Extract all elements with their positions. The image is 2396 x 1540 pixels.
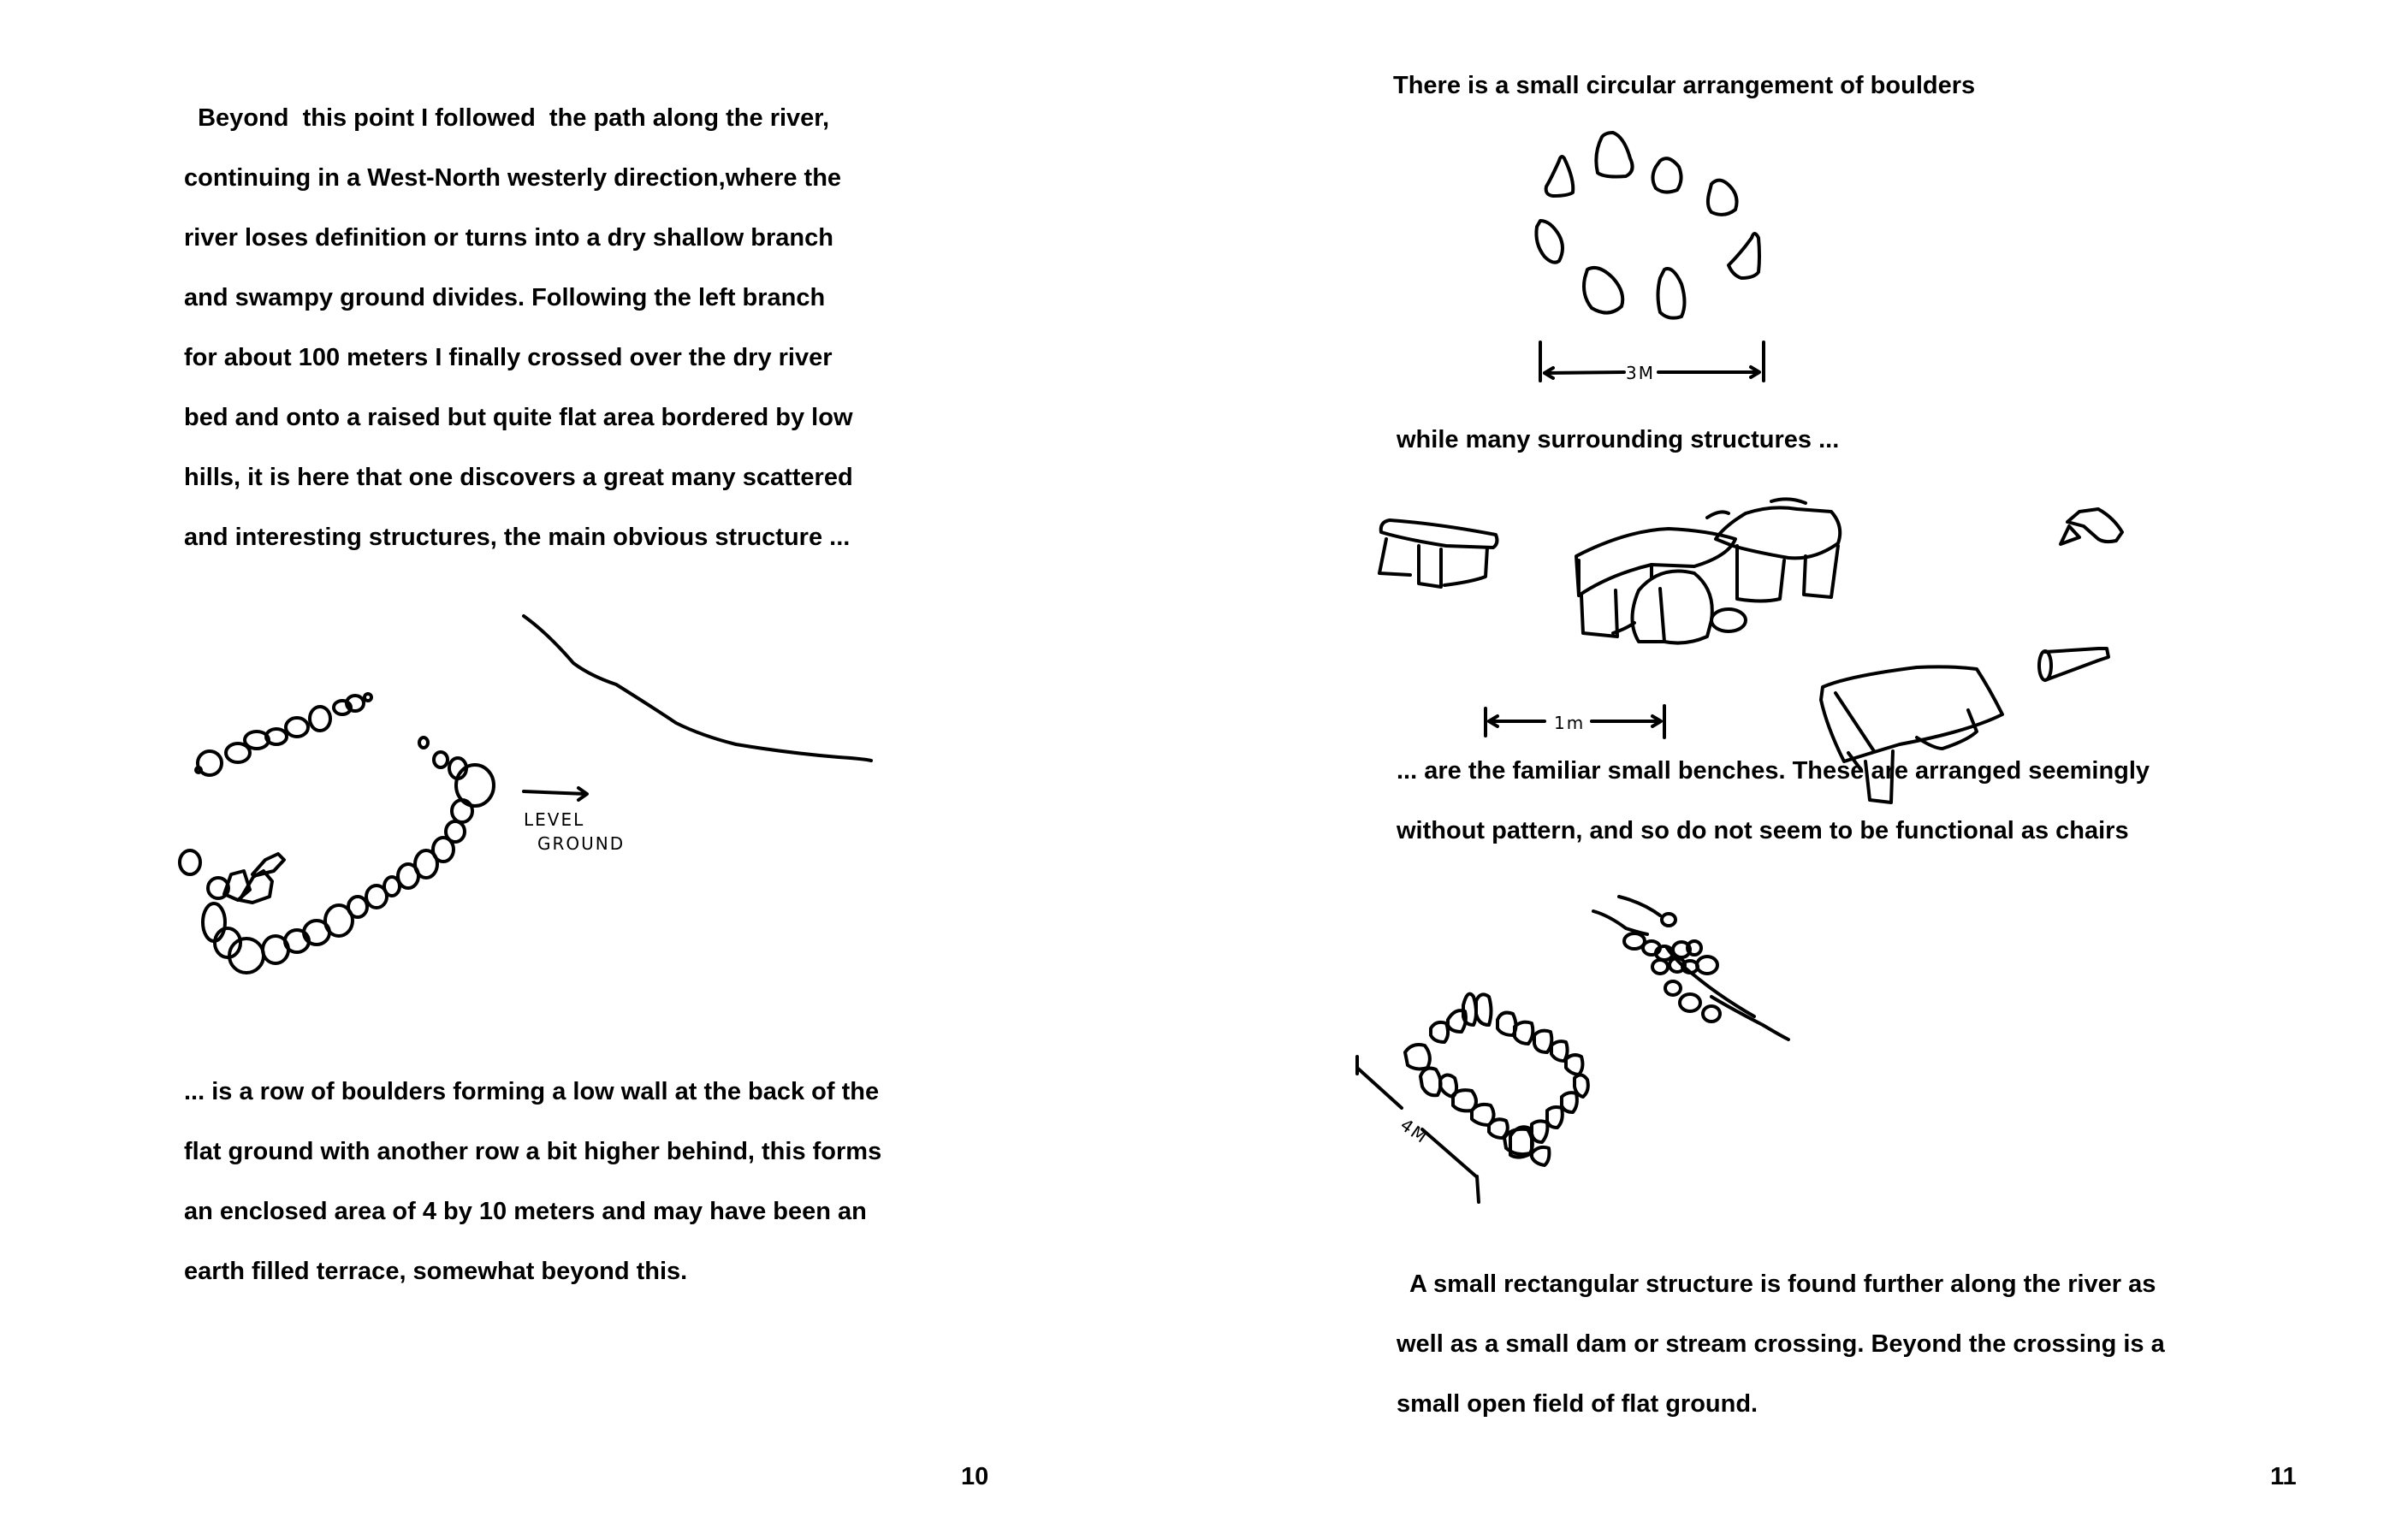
rectangular-structure-sketch (1352, 881, 2293, 1241)
scale-label-1m: 1m (1554, 713, 1586, 733)
text-line: ... are the familiar small benches. These are arranged seemingly (1397, 757, 2150, 785)
page-number-left: 10 (961, 1463, 989, 1490)
level-label: LEVEL (524, 809, 585, 830)
text-line: Beyond this point I followed the path along the river, (184, 104, 830, 132)
text-line: well as a small dam or stream crossing. Beyond the crossing is a (1397, 1330, 2165, 1358)
riverbank-line (524, 616, 871, 761)
level-ground-arrow (524, 791, 586, 794)
boulder-circle-sketch (1369, 51, 2019, 394)
ground-label: GROUND (537, 833, 626, 854)
scale-label-4m: 4M (1397, 1114, 1432, 1148)
text-line: flat ground with another row a bit higher behind, this forms (184, 1138, 882, 1165)
text-line: for about 100 meters I finally crossed over the dry river (184, 344, 833, 371)
text-line: and swampy ground divides. Following the left branch (184, 284, 826, 311)
text-line: A small rectangular structure is found further along the river as (1397, 1270, 2156, 1298)
structures-caption: while many surrounding structures ... (1397, 426, 1840, 453)
text-line: and interesting structures, the main obvious structure ... (184, 524, 851, 551)
scale-label-3m: 3M (1626, 363, 1655, 383)
text-line: small open field of flat ground. (1397, 1390, 1758, 1418)
text-line: earth filled terrace, somewhat beyond this. (184, 1258, 688, 1285)
page-number-right: 11 (2270, 1463, 2297, 1490)
text-line: river loses definition or turns into a dry shallow branch (184, 224, 833, 252)
text-line: bed and onto a raised but quite flat area bordered by low (184, 404, 853, 431)
circle-caption: There is a small circular arrangement of boulders (1393, 72, 1976, 99)
text-line: an enclosed area of 4 by 10 meters and may have been an (184, 1198, 867, 1225)
boulder-wall-sketch (171, 599, 907, 1010)
text-line: ... is a row of boulders forming a low wall at the back of the (184, 1078, 880, 1105)
text-line: without pattern, and so do not seem to be functional as chairs (1397, 817, 2129, 844)
text-line: hills, it is here that one discovers a great many scattered (184, 464, 853, 491)
right-page (1198, 0, 2396, 1540)
stone-benches-sketch (1369, 479, 2225, 770)
text-line: continuing in a West-North westerly direction,where the (184, 164, 842, 192)
